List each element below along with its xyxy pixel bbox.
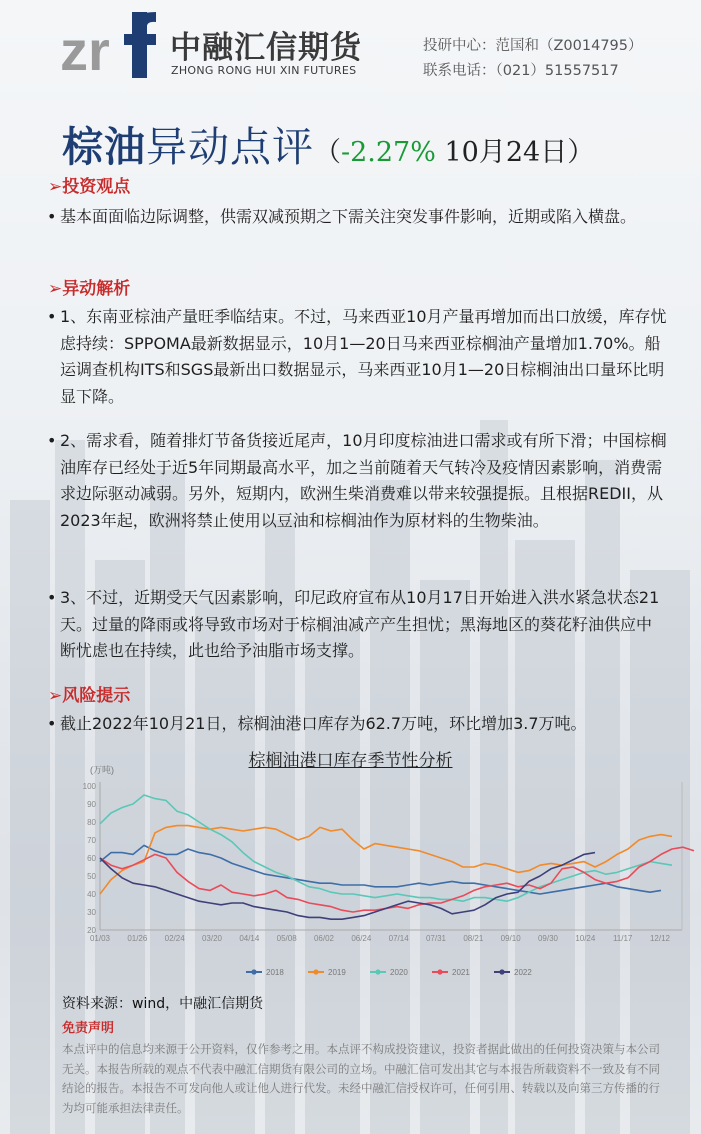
analysis-item-3: • 3、不过，近期受天气因素影响，印尼政府宣布从10月17日开始进入洪水紧急状态21天。过量的降雨或将导致市场对于棕榈油减产产生担忧；黑海地区的葵花籽油供应中断忧虑也在持续，此也给予油脂市场支撑。 xyxy=(47,585,667,665)
legend-marker-2022 xyxy=(499,969,504,974)
title-subject: 异动点评 xyxy=(146,123,314,171)
title-paren: （ xyxy=(314,137,341,168)
disclaimer-heading: 免责声明 xyxy=(62,1021,115,1036)
company-name-en: ZHONG RONG HUI XIN FUTURES xyxy=(171,64,357,77)
page-title xyxy=(62,114,594,173)
x-tick-label: 08/21 xyxy=(463,934,484,943)
bullet-dot: • xyxy=(47,714,57,733)
series-line-2019 xyxy=(100,826,672,894)
inventory-seasonal-chart xyxy=(76,760,696,985)
y-tick-label: 100 xyxy=(82,782,96,791)
disclaimer-text: 本点评中的信息均来源于公开资料，仅作参考之用。本点评不构成投资建议，投资者据此做出的任何投资决策与本公司无关。本报告所载的观点不代表中融汇信期货有限公司的立场。中融汇信可发出其它与本报告所载资料不一致及有不同结论的报告。本报告不可发向他人或让他人进行代发。未经中融汇信授权许可，任何引用、转载以及向第三方传播的行为均可能承担法律责任。 xyxy=(62,1042,660,1115)
y-tick-label: 50 xyxy=(87,872,96,881)
chart-title: 棕榈油港口库存季节性分析 xyxy=(248,751,453,771)
risk-heading: ➢风险提示 xyxy=(48,686,131,706)
legend-marker-2021 xyxy=(437,969,442,974)
x-tick-label: 11/17 xyxy=(612,934,633,943)
legend-label-2020: 2020 xyxy=(390,968,408,977)
x-tick-label: 06/24 xyxy=(351,934,372,943)
svg-text:zr: zr xyxy=(60,19,110,82)
legend-label-2018: 2018 xyxy=(266,968,284,977)
legend-marker-2018 xyxy=(251,969,256,974)
x-tick-label: 01/03 xyxy=(89,934,111,943)
legend-label-2021: 2021 xyxy=(452,968,470,977)
phone-line: 联系电话：（021）51557517 xyxy=(423,63,619,79)
title-change: -2.27% xyxy=(341,137,436,168)
bullet-dot: • xyxy=(47,588,57,607)
x-tick-label: 09/10 xyxy=(500,934,521,943)
y-tick-label: 90 xyxy=(87,800,96,809)
legend-label-2019: 2019 xyxy=(328,968,346,977)
x-tick-label: 01/26 xyxy=(127,934,148,943)
x-tick-label: 06/02 xyxy=(313,934,335,943)
title-date: 10月24日） xyxy=(435,137,595,168)
risk-item: • 截止2022年10月21日，棕榈油港口库存为62.7万吨，环比增加3.7万吨。 xyxy=(47,711,667,738)
x-tick-label: 10/24 xyxy=(575,934,596,943)
x-tick-label: 07/14 xyxy=(388,934,409,943)
y-tick-label: 60 xyxy=(87,854,96,863)
bullet-dot: • xyxy=(47,307,57,326)
analysis-heading: ➢异动解析 xyxy=(48,279,131,299)
legend-label-2022: 2022 xyxy=(514,968,532,977)
x-tick-label: 09/30 xyxy=(537,934,559,943)
contact-info xyxy=(423,34,643,84)
title-product: 棕油 xyxy=(62,123,146,171)
y-tick-label: 20 xyxy=(87,926,96,935)
legend-marker-2020 xyxy=(375,969,380,974)
investment-view-item: • 基本面面临边际调整，供需双减预期之下需关注突发事件影响，近期或陷入横盘。 xyxy=(47,204,667,231)
bullet-dot: • xyxy=(47,207,57,226)
analyst-line: 投研中心：范国和（Z0014795） xyxy=(423,38,643,54)
series-line-2021 xyxy=(100,847,694,912)
company-logo-icon xyxy=(60,10,160,82)
x-tick-label: 03/20 xyxy=(201,934,223,943)
series-line-2020 xyxy=(100,795,672,901)
bullet-dot: • xyxy=(47,431,57,450)
x-tick-label: 02/24 xyxy=(164,934,185,943)
x-tick-label: 12/12 xyxy=(649,934,671,943)
y-tick-label: 40 xyxy=(87,890,96,899)
y-tick-label: 70 xyxy=(87,836,96,845)
company-name-cn: 中融汇信期货 xyxy=(170,30,362,66)
investment-view-heading: ➢投资观点 xyxy=(48,177,131,197)
y-tick-label: 80 xyxy=(87,818,96,827)
legend-marker-2019 xyxy=(313,969,318,974)
header xyxy=(0,0,701,100)
x-tick-label: 07/31 xyxy=(425,934,447,943)
x-tick-label: 04/14 xyxy=(239,934,260,943)
y-tick-label: 30 xyxy=(87,908,96,917)
y-axis-unit: (万吨) xyxy=(90,765,114,775)
analysis-item-1: • 1、东南亚棕油产量旺季临结束。不过，马来西亚10月产量再增加而出口放缓，库存忧虑持续：SPPOMA最新数据显示，10月1—20日马来西亚棕榈油产量增加1.70%。船运调查机构ITS和SGS最新出口数据显示，马来西亚10月1—20日棕榈油出口量环比明显下降。 xyxy=(47,304,667,410)
x-tick-label: 05/08 xyxy=(276,934,297,943)
data-source: 资料来源：wind，中融汇信期货 xyxy=(62,996,264,1012)
analysis-item-2: • 2、需求看，随着排灯节备货接近尾声，10月印度棕油进口需求或有所下滑；中国棕榈油库存已经处于近5年同期最高水平，加之当前随着天气转冷及疫情因素影响，消费需求边际驱动减弱。另外，短期内，欧洲生柴消费难以带来较强提振。且根据REDII，从2023年起，欧洲将禁止使用以豆油和棕榈油作为原材料的生物柴油。 xyxy=(47,428,667,534)
